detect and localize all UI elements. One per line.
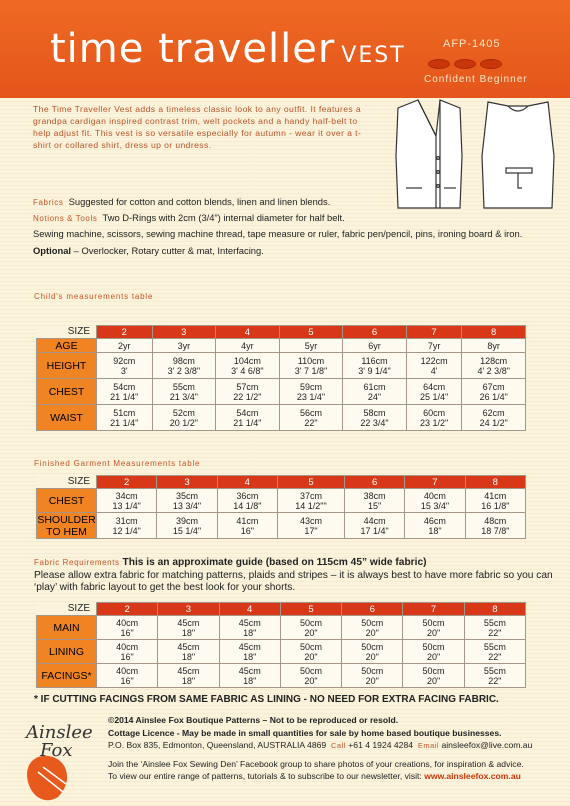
table-cell: 104cm 3' 4 6/8"	[216, 353, 280, 379]
table-cell: 39cm 15 1/4"	[157, 513, 217, 539]
footer	[108, 714, 568, 783]
size-column-header: 2	[97, 476, 157, 489]
row-label: HEIGHT	[37, 353, 97, 379]
table-row	[37, 664, 526, 688]
table-cell: 52cm 20 1/2"	[152, 405, 216, 431]
size-column-header: 3	[158, 603, 219, 616]
table-cell: 55cm 21 3/4"	[152, 379, 216, 405]
table-cell: 50cm 20"	[403, 640, 464, 664]
table-row	[37, 489, 526, 513]
fabric-requirements-table	[36, 602, 526, 688]
materials-section	[33, 195, 553, 259]
table-cell: 50cm 20"	[403, 664, 464, 688]
fabric-req-text: Please allow extra fabric for matching patterns, plaids and stripes – it is always best to have more fabric so you can ‘play’ with fabric layout to get the best look for your shorts.	[34, 569, 553, 593]
table-row	[37, 616, 526, 640]
row-label: AGE	[37, 339, 97, 353]
table-row	[37, 379, 526, 405]
table-cell: 45cm 18"	[158, 640, 219, 664]
table-cell: 41cm 16 1/8"	[465, 489, 525, 513]
table-cell: 36cm 14 1/8"	[217, 489, 277, 513]
contact-line	[108, 739, 568, 753]
table-cell: 41cm 16"	[217, 513, 277, 539]
table-cell: 64cm 25 1/4"	[406, 379, 462, 405]
row-label: CHEST	[37, 379, 97, 405]
table-cell: 45cm 18"	[158, 616, 219, 640]
table-cell: 110cm 3' 7 1/8"	[279, 353, 343, 379]
table-cell: 35cm 13 3/4"	[157, 489, 217, 513]
table-cell: 38cm 15"	[344, 489, 404, 513]
table-cell: 50cm 20"	[280, 664, 341, 688]
table-cell: 60cm 23 1/2"	[406, 405, 462, 431]
size-column-header: 2	[97, 326, 153, 339]
size-column-header: 3	[157, 476, 217, 489]
size-column-header: 5	[277, 476, 344, 489]
ainslee-fox-logo-icon	[18, 712, 98, 804]
size-column-header: 5	[279, 326, 343, 339]
fabrics-text: Suggested for cotton and cotton blends, linen and linen blends.	[68, 196, 331, 207]
copyright: ©2014 Ainslee Fox Boutique Patterns – Not to be reproduced or resold.	[108, 715, 399, 725]
table-cell: 116cm 3' 9 1/4"	[343, 353, 407, 379]
table-cell: 67cm 26 1/4"	[462, 379, 526, 405]
size-column-header: 6	[342, 603, 403, 616]
row-label: FACINGS*	[37, 664, 97, 688]
fabric-req-headline: This is an approximate guide (based on 115cm 45” wide fabric)	[122, 557, 427, 568]
garment-table-title: Finished Garment Measurements table	[34, 459, 201, 468]
header-banner	[0, 0, 570, 98]
table-cell: 50cm 20"	[280, 640, 341, 664]
table-cell: 50cm 20"	[403, 616, 464, 640]
table-cell: 50cm 20"	[342, 616, 403, 640]
table-cell: 55cm 22"	[464, 616, 525, 640]
row-label: WAIST	[37, 405, 97, 431]
table-cell: 61cm 24"	[343, 379, 407, 405]
join-text: Join the ‘Ainslee Fox Sewing Den’ Facebook group to share photos of your creations, for inspiration & advice.	[108, 758, 524, 769]
view-line	[108, 770, 568, 783]
size-column-header: 8	[464, 603, 525, 616]
table-cell: 40cm 16"	[97, 616, 158, 640]
child-table-title: Child's measurements table	[34, 292, 154, 301]
row-label: MAIN	[37, 616, 97, 640]
table-cell: 50cm 20"	[342, 664, 403, 688]
table-cell: 50cm 20"	[342, 640, 403, 664]
size-header-row	[37, 326, 526, 339]
table-cell: 58cm 22 3/4"	[343, 405, 407, 431]
table-cell: 31cm 12 1/4"	[97, 513, 157, 539]
size-column-header: 5	[280, 603, 341, 616]
table-cell: 34cm 13 1/4"	[97, 489, 157, 513]
table-cell: 57cm 22 1/2"	[216, 379, 280, 405]
size-column-header: 7	[406, 326, 462, 339]
table-cell: 6yr	[343, 339, 407, 353]
table-cell: 62cm 24 1/2"	[462, 405, 526, 431]
table-cell: 46cm 18"	[405, 513, 465, 539]
size-column-header: 4	[217, 476, 277, 489]
size-label: SIZE	[37, 326, 97, 339]
size-column-header: 7	[405, 476, 465, 489]
optional-text: – Overlocker, Rotary cutter & mat, Interfacing.	[71, 245, 264, 256]
table-cell: 40cm 16"	[97, 664, 158, 688]
table-cell: 4yr	[216, 339, 280, 353]
skill-level: Confident Beginner	[424, 74, 528, 85]
address: P.O. Box 835, Edmonton, Queensland, AUSTRALIA 4869	[108, 740, 327, 751]
pattern-title: time traveller VEST	[50, 26, 406, 72]
fabrics-label: Fabrics	[33, 198, 64, 207]
table-cell: 3yr	[152, 339, 216, 353]
facing-note: * IF CUTTING FACINGS FROM SAME FABRIC AS LINING - NO NEED FOR EXTRA FACING FABRIC.	[34, 694, 499, 705]
size-column-header: 8	[465, 476, 525, 489]
intro-text: The Time Traveller Vest adds a timeless classic look to any outfit. It features a grandpa cardigan inspired contrast trim, welt pockets and a handy half-belt to help adjust fit. This vest is so versatile especially for autumn - wear it over a t-shirt or collared shirt, dress up or undress.	[33, 104, 362, 150]
size-column-header: 3	[152, 326, 216, 339]
table-cell: 51cm 21 1/4"	[97, 405, 153, 431]
size-column-header: 6	[343, 326, 407, 339]
row-label: LINING	[37, 640, 97, 664]
view-text: To view our entire range of patterns, tutorials & to subscribe to our newsletter, visit:	[108, 771, 422, 782]
size-label: SIZE	[37, 476, 97, 489]
optional-label: Optional	[33, 245, 72, 256]
table-cell: 45cm 18"	[158, 664, 219, 688]
table-row	[37, 640, 526, 664]
title-suffix: VEST	[341, 43, 406, 68]
table-cell: 45cm 18"	[219, 664, 280, 688]
pattern-code: AFP-1405	[443, 38, 501, 50]
table-cell: 55cm 22"	[464, 664, 525, 688]
table-cell: 98cm 3' 2 3/8"	[152, 353, 216, 379]
fabric-requirements	[34, 557, 559, 595]
licence: Cottage Licence - May be made in small quantities for sale by home based boutique businesses.	[108, 727, 502, 738]
notions-label: Notions & Tools	[33, 214, 98, 223]
table-row	[37, 405, 526, 431]
size-header-row	[37, 603, 526, 616]
table-cell: 2yr	[97, 339, 153, 353]
table-cell: 56cm 22"	[279, 405, 343, 431]
table-cell: 5yr	[279, 339, 343, 353]
table-cell: 128cm 4' 2 3/8"	[462, 353, 526, 379]
phone: +61 4 1924 4284	[348, 740, 414, 751]
table-cell: 44cm 17 1/4"	[344, 513, 404, 539]
email-label: Email	[417, 741, 440, 751]
table-row	[37, 339, 526, 353]
difficulty-icon	[428, 56, 518, 70]
table-cell: 7yr	[406, 339, 462, 353]
table-cell: 37cm 14 1/2""	[277, 489, 344, 513]
size-column-header: 6	[344, 476, 404, 489]
row-label: CHEST	[37, 489, 97, 513]
size-header-row	[37, 476, 526, 489]
website-link[interactable]: www.ainsleefox.com.au	[424, 771, 521, 782]
table-cell: 50cm 20"	[280, 616, 341, 640]
table-row	[37, 353, 526, 379]
row-label: SHOULDER TO HEM	[37, 513, 96, 538]
notions-text: Two D-Rings with 2cm (3/4”) internal diameter for half belt.	[102, 212, 345, 223]
email[interactable]: ainsleefox@live.com.au	[441, 740, 533, 751]
size-column-header: 7	[403, 603, 464, 616]
table-cell: 8yr	[462, 339, 526, 353]
table-cell: 40cm 16"	[97, 640, 158, 664]
table-cell: 92cm 3'	[97, 353, 153, 379]
svg-text:Ainslee: Ainslee	[26, 722, 93, 743]
tools-text: Sewing machine, scissors, sewing machine thread, tape measure or ruler, fabric pen/pencil, pins, ironing board & iron.	[33, 228, 523, 239]
table-cell: 40cm 15 3/4"	[405, 489, 465, 513]
garment-measurements-table	[36, 475, 526, 539]
table-cell: 54cm 21 1/4"	[216, 405, 280, 431]
size-column-header: 4	[216, 326, 280, 339]
svg-text:Fox: Fox	[40, 740, 73, 761]
table-cell: 55cm 22"	[464, 640, 525, 664]
table-cell: 45cm 18"	[219, 616, 280, 640]
table-cell: 59cm 23 1/4"	[279, 379, 343, 405]
table-cell: 45cm 18"	[219, 640, 280, 664]
fabric-req-label: Fabric Requirements	[34, 558, 120, 567]
size-column-header: 4	[219, 603, 280, 616]
size-column-header: 2	[97, 603, 158, 616]
table-cell: 54cm 21 1/4"	[97, 379, 153, 405]
size-column-header: 8	[462, 326, 526, 339]
table-cell: 48cm 18 7/8"	[465, 513, 525, 539]
table-row	[37, 513, 526, 539]
table-cell: 122cm 4'	[406, 353, 462, 379]
size-label: SIZE	[37, 603, 97, 616]
table-cell: 43cm 17"	[277, 513, 344, 539]
call-label: Call	[330, 741, 346, 751]
child-measurements-table	[36, 325, 526, 431]
